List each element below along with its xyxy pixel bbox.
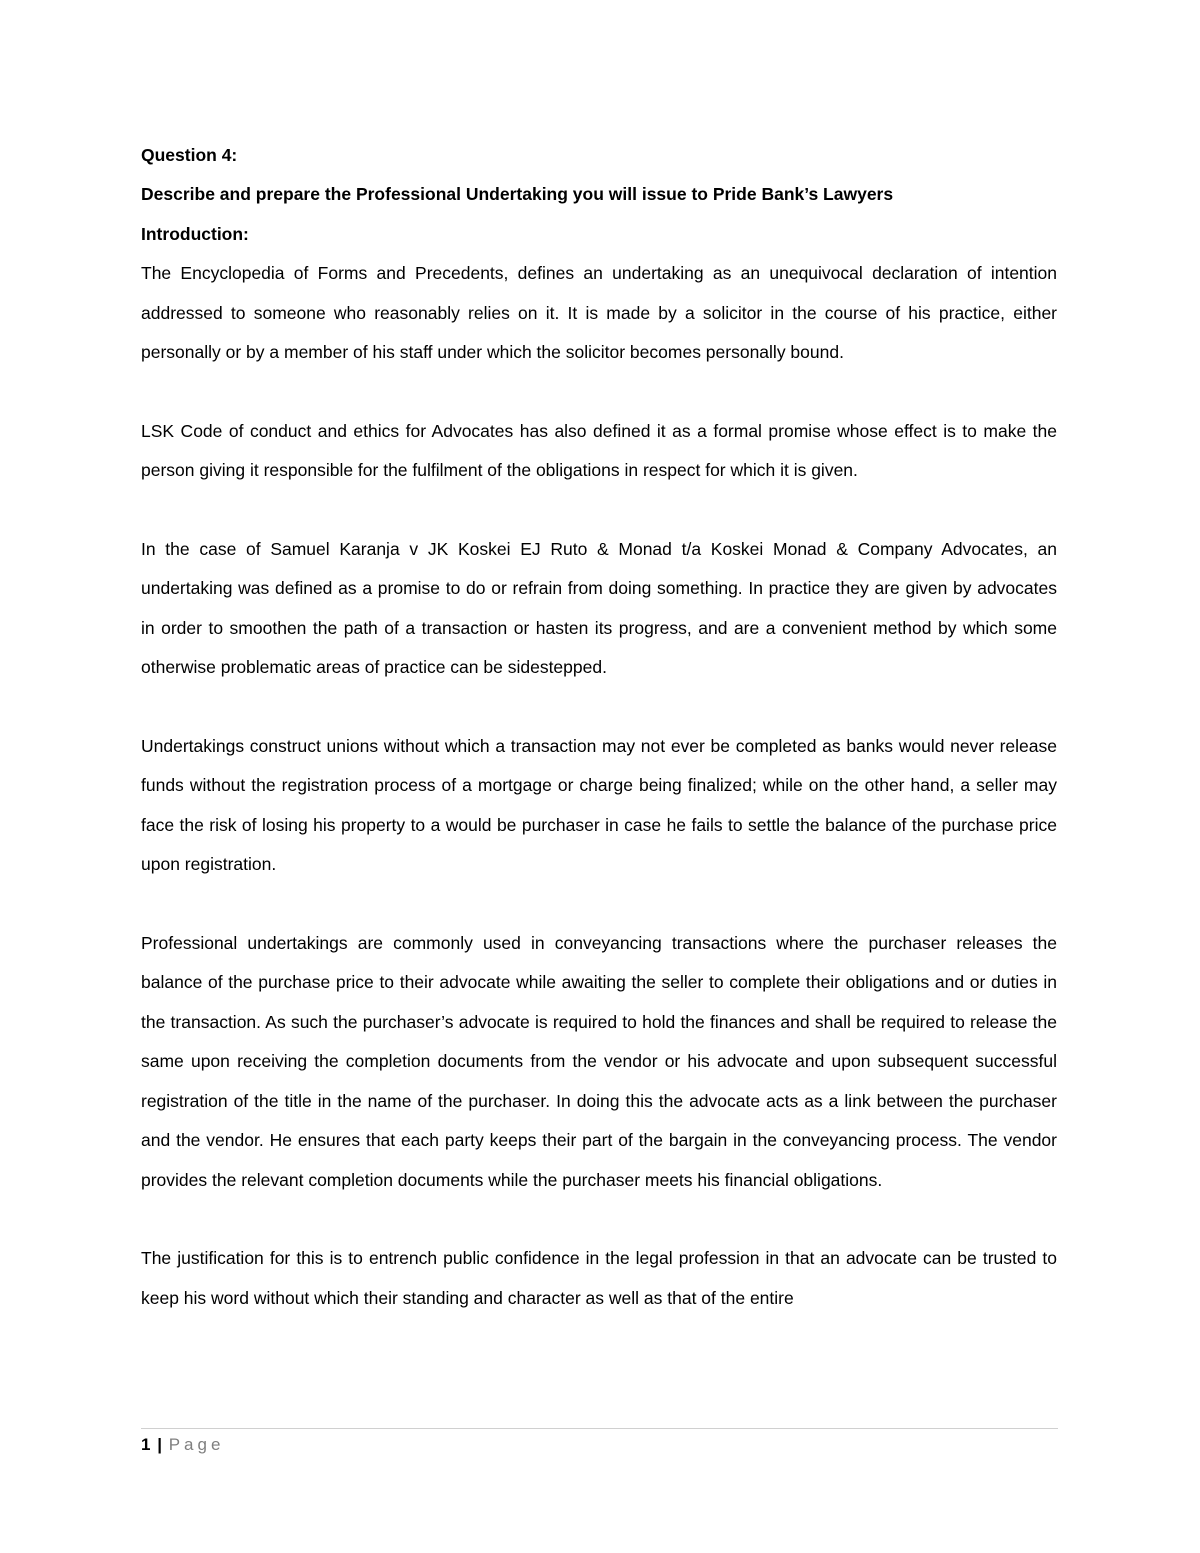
paragraph-undertakings-unions: Undertakings construct unions without which a transaction may not ever be completed as banks would never release funds without the registration process of a mortgage or charge being finalized; while on the other hand, a seller may face the risk of losing his property to a would be purchaser in case he fails to settle the balance of the purchase price upon registration. — [141, 736, 1057, 875]
paragraph-lsk-code: LSK Code of conduct and ethics for Advocates has also defined it as a formal promise whose effect is to make the person giving it responsible for the fulfilment of the obligations in respect for which it is given. — [141, 420, 1057, 481]
footer-divider — [141, 1428, 1058, 1429]
paragraph-conveyancing: Professional undertakings are commonly used in conveyancing transactions where the purchaser releases the balance of the purchase price to their advocate while awaiting the seller to complete their obligations and or duties in the transaction. As such the purchaser’s advocate is required to hold the finances and shall be required to release the same upon receiving the completion documents from the vendor or his advocate and upon subsequent successful registration of the title in the name of the purchaser. In doing this the advocate acts as a link between the purchaser and the vendor. He ensures that each party keeps their part of the bargain in the conveyancing process. The vendor provides the relevant completion documents while the purchaser meets his financial obligations. — [141, 933, 1057, 1190]
page-footer — [141, 1432, 224, 1458]
paragraph-case-law: In the case of Samuel Karanja v JK Koskei EJ Ruto & Monad t/a Koskei Monad & Company Advocates, an undertaking was defined as a promise to do or refrain from doing something. In practice they are given by advocates in order to smoothen the path of a transaction or hasten its progress, and are a convenient method by which some otherwise problematic areas of practice can be sidestepped. — [141, 539, 1057, 678]
page-number: 1 — [141, 1435, 151, 1454]
question-label: Question 4: — [141, 145, 238, 165]
footer-separator: | — [157, 1435, 162, 1454]
paragraph-definition: The Encyclopedia of Forms and Precedents, defines an undertaking as an unequivocal declaration of intention addressed to someone who reasonably relies on it. It is made by a solicitor in the course of his practice, either personally or by a member of his staff under which the solicitor becomes personally bound. — [141, 263, 1057, 363]
page-word: Page — [168, 1435, 225, 1454]
paragraph-justification: The justification for this is to entrench public confidence in the legal profession in that an advocate can be trusted to keep his word without which their standing and character as well as that of the entire — [141, 1248, 1057, 1308]
question-title: Describe and prepare the Professional Undertaking you will issue to Pride Bank’s Lawyers — [141, 184, 894, 205]
section-heading: Introduction: — [141, 223, 249, 244]
document-body — [141, 136, 1057, 1318]
